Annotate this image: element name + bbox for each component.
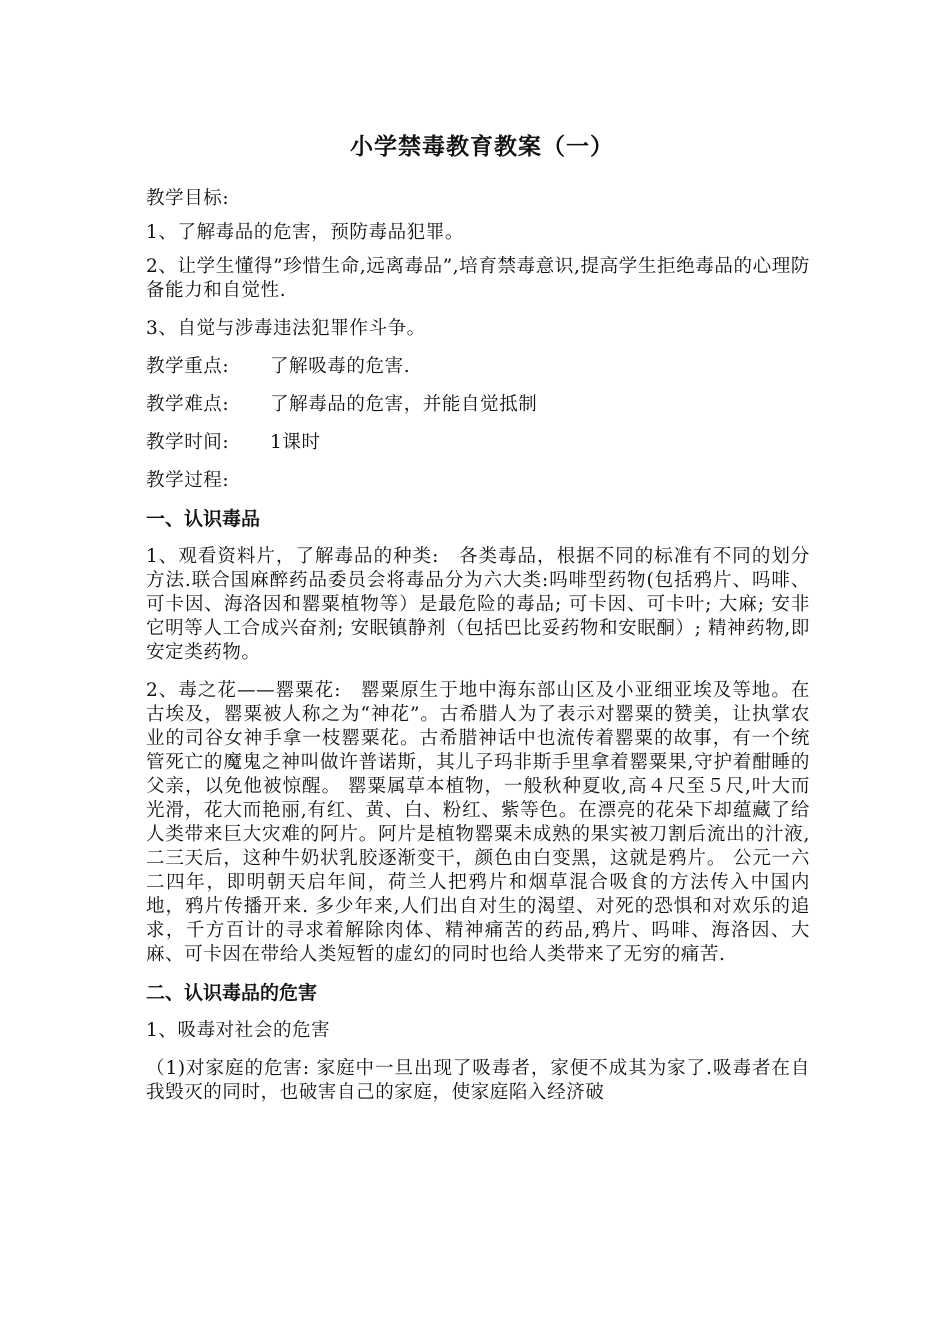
key-point-line: [146, 355, 810, 379]
objective-item-3: 3、自觉与涉毒违法犯罪作斗争。: [146, 318, 426, 339]
section1-paragraph-2: 2、毒之花——罂粟花: 罂粟原生于地中海东部山区及小亚细亚埃及等地。在古埃及，罂粟被人称之为“神花”。古希腊人为了表示对罂粟的赞美，让执掌农业的司谷女神手拿一枝罂粟花。古希腊神话中也流传着罂粟的故事，有一个统管死亡的魔鬼之神叫做许普诺斯，其儿子玛非斯手里拿着罂粟果,守护着酣睡的父亲，以免他被惊醒。 罂粟属草本植物，一般秋种夏收,高４尺至５尺,叶大而光滑，花大而艳丽,有红、黄、白、粉红、紫等色。在漂亮的花朵下却蕴藏了给人类带来巨大灾难的阿片。阿片是植物罂粟未成熟的果实被刀割后流出的汁液,二三天后，这种牛奶状乳胶逐渐变干，颜色由白变黑，这就是鸦片。 公元一六二四年，即明朝天启年间，荷兰人把鸦片和烟草混合吸食的方法传入中国内地，鸦片传播开来. 多少年来,人们出自对生的渴望、对死的恐惧和对欢乐的追求，千方百计的寻求着解除肉体、精神痛苦的药品,鸦片、吗啡、海洛因、大麻、可卡因在带给人类短暂的虚幻的同时也给人类带来了无穷的痛苦.: [146, 680, 810, 965]
key-point-value: 了解吸毒的危害.: [270, 356, 411, 377]
time-label: 教学时间:: [146, 432, 230, 453]
time-value: 1课时: [270, 432, 321, 453]
difficulty-label: 教学难点:: [146, 394, 230, 415]
section2-paragraph-1: （1)对家庭的危害: 家庭中一旦出现了吸毒者，家便不成其为家了.吸毒者在自我毁灭的同时，也破害自己的家庭，使家庭陷入经济破: [146, 1058, 810, 1103]
objectives-heading: 教学目标:: [146, 188, 230, 209]
key-point-label: 教学重点:: [146, 356, 230, 377]
document-page: [146, 128, 810, 1119]
objective-item-1: 1、了解毒品的危害，预防毒品犯罪。: [146, 222, 464, 243]
section2-heading: 二、认识毒品的危害: [146, 982, 318, 1004]
time-line: [146, 431, 810, 455]
difficulty-line: [146, 393, 810, 417]
section1-paragraph-1: 1、观看资料片，了解毒品的种类: 各类毒品，根据不同的标准有不同的划分方法.联合国麻醉药品委员会将毒品分为六大类:吗啡型药物(包括鸦片、吗啡、可卡因、海洛因和罂粟植物等）是最危险的毒品; 可卡因、可卡叶; 大麻; 安非它明等人工合成兴奋剂; 安眠镇静剂（包括巴比妥药物和安眠酮）; 精神药物,即安定类药物。: [146, 546, 810, 663]
objective-item-2: 2、让学生懂得”珍惜生命,远离毒品”,培育禁毒意识,提高学生拒绝毒品的心理防备能力和自觉性.: [146, 256, 810, 301]
difficulty-value: 了解毒品的危害，并能自觉抵制: [270, 394, 538, 415]
process-heading: 教学过程:: [146, 470, 230, 491]
section2-subheading-1: 1、吸毒对社会的危害: [146, 1020, 331, 1041]
section1-heading: 一、认识毒品: [146, 508, 261, 530]
document-title: 小学禁毒教育教案（一）: [350, 133, 614, 160]
